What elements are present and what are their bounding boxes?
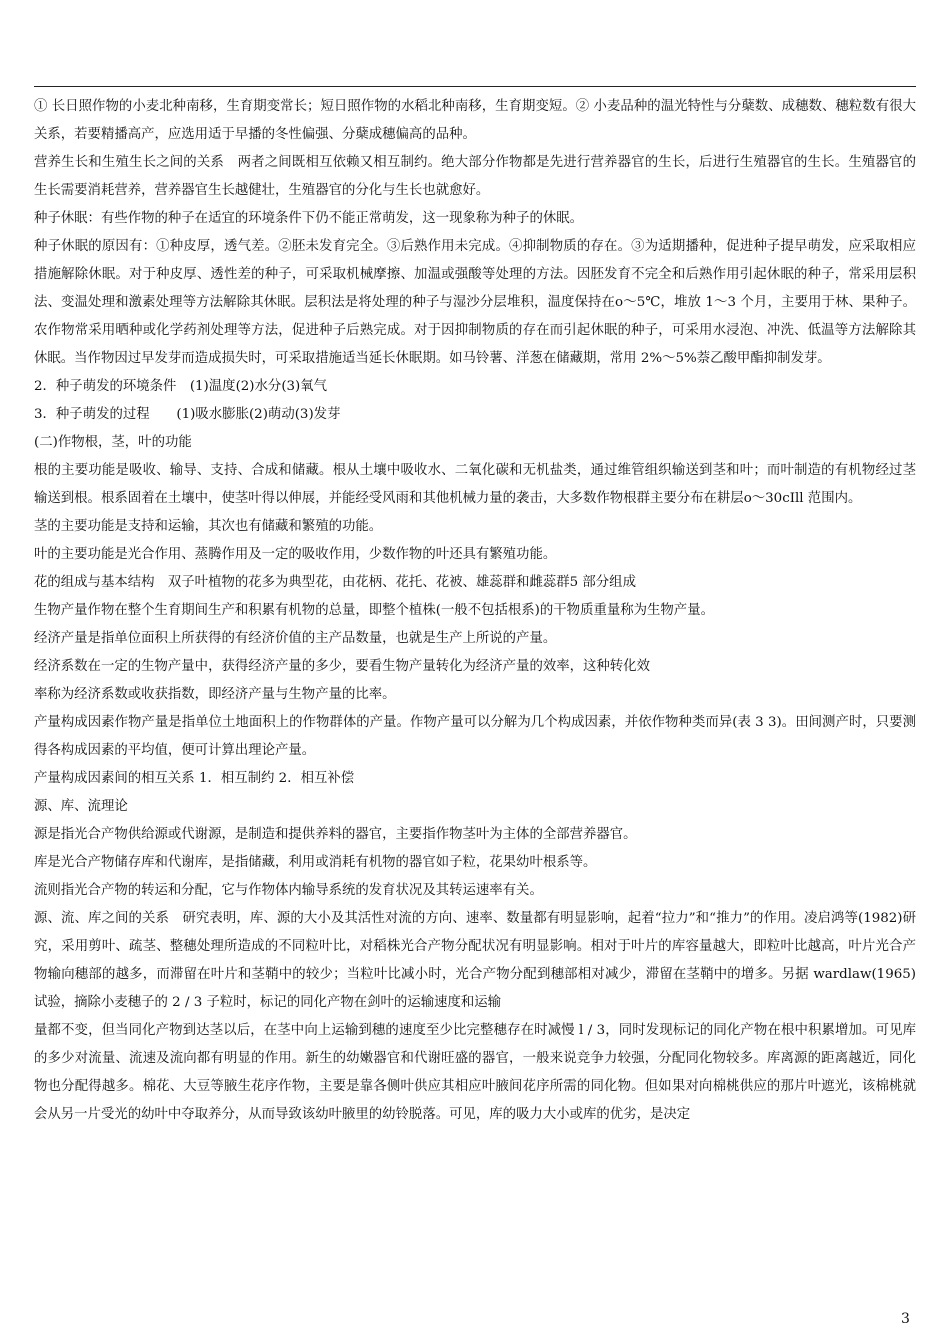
section-heading-organ-functions: (二)作物根，茎，叶的功能 [34,435,192,450]
header-rule [34,86,916,87]
paragraph-root-functions: 根的主要功能是吸收、输导、支持、合成和储藏。根从土壤中吸收水、二氧化碳和无机盐类，通过维管组织输送到茎和叶；而叶制造的有机物经过茎输送到根。根系固着在土壤中，使茎叶得以伸展，并能经受风雨和其他机械力量的袭击，大多数作物根群主要分布在耕层o～30cIll 范围内。 [34,463,916,506]
paragraph-germination-conditions: 2．种子萌发的环境条件 (1)温度(2)水分(3)氧气 [34,379,328,394]
paragraph-leaf-functions: 叶的主要功能是光合作用、蒸腾作用及一定的吸收作用，少数作物的叶还具有繁殖功能。 [34,547,557,562]
paragraph-photoperiod: ① 长日照作物的小麦北种南移，生育期变常长；短日照作物的水稻北种南移，生育期变短。② 小麦品种的温光特性与分蘖数、成穗数、穗粒数有很大关系，若要精播高产，应选用适于早播的冬性偏强、分蘖成穗偏高的品种。 [34,99,916,142]
paragraph-yield-components: 产量构成因素作物产量是指单位土地面积上的作物群体的产量。作物产量可以分解为几个构成因素，并依作物种类而异(表 3 3)。田间测产时，只要测得各构成因素的平均值，便可计算出理论产量。 [34,715,916,758]
paragraph-source-sink-theory: 源、库、流理论 [34,799,128,814]
paragraph-sink-definition: 库是光合产物储存库和代谢库，是指储藏，利用或消耗有机物的器官如子粒，花果幼叶根系等。 [34,855,597,870]
paragraph-source-flow-sink-relations: 源、流、库之间的关系 研究表明，库、源的大小及其活性对流的方向、速率、数量都有明显影响，起着“拉力”和“推力”的作用。凌启鸿等(1982)研究，采用剪叶、疏茎、整穗处理所造成的不同粒叶比，对稻株光合产物分配状况有明显影响。相对于叶片的库容量越大，即粒叶比越高，叶片光合产物输向穗部的越多，而滞留在叶片和茎鞘中的较少；当粒叶比减小时，光合产物分配到穗部相对减少，滞留在茎鞘中的增多。另据 wardlaw(1965)试验，摘除小麦穗子的 2 / 3 子粒时，标记的同化产物在剑叶的运输速度和运输 [34,911,916,1010]
paragraph-economic-coefficient: 经济系数在一定的生物产量中，获得经济产量的多少，要看生物产量转化为经济产量的效率，这种转化效 [34,659,650,674]
paragraph-component-relations: 产量构成因素间的相互关系 1．相互制约 2．相互补偿 [34,771,355,786]
paragraph-biological-yield: 生物产量作物在整个生育期间生产和积累有机物的总量，即整个植株(一般不包括根系)的干物质重量称为生物产量。 [34,603,714,618]
paragraph-economic-yield: 经济产量是指单位面积上所获得的有经济价值的主产品数量，也就是生产上所说的产量。 [34,631,557,646]
paragraph-source-definition: 源是指光合产物供给源或代谢源，是制造和提供养料的器官，主要指作物茎叶为主体的全部营养器官。 [34,827,637,842]
paragraph-flower-structure: 花的组成与基本结构 双子叶植物的花多为典型花，由花柄、花托、花被、雄蕊群和雌蕊群5 部分组成 [34,575,636,590]
paragraph-seed-dormancy-causes: 种子休眠的原因有：①种皮厚，透气差。②胚未发育完全。③后熟作用未完成。④抑制物质的存在。③为适期播种，促进种子提早萌发，应采取相应措施解除休眠。对于种皮厚、透性差的种子，可采取机械摩擦、加温或强酸等处理的方法。因胚发育不完全和后熟作用引起休眠的种子，常采用层积法、变温处理和激素处理等方法解除其休眠。层积法是将处理的种子与湿沙分层堆积，温度保持在o～5℃，堆放 1～3 个月，主要用于林、果种子。农作物常采用晒种或化学药剂处理等方法，促进种子后熟完成。对于因抑制物质的存在而引起休眠的种子，可采用水浸泡、冲洗、低温等方法解除其休眠。当作物因过早发芽而造成损失时，可采取措施适当延长休眠期。如马铃薯、洋葱在储藏期，常用 2%～5%萘乙酸甲酯抑制发芽。 [34,239,916,366]
page-number: 3 [901,1311,910,1327]
paragraph-germination-process: 3．种子萌发的过程 (1)吸水膨胀(2)萌动(3)发芽 [34,407,341,422]
paragraph-seed-dormancy-definition: 种子休眠：有些作物的种子在适宜的环境条件下仍不能正常萌发，这一现象称为种子的休眠。 [34,211,584,226]
document-body [34,93,916,1129]
paragraph-stem-functions: 茎的主要功能是支持和运输，其次也有储藏和繁殖的功能。 [34,519,383,534]
paragraph-assimilate-transport: 量都不变，但当同化产物到达茎以后，在茎中向上运输到穗的速度至少比完整穗存在时减慢 l / 3，同时发现标记的同化产物在根中积累增加。可见库的多少对流量、流速及流向都有明显的作用。新生的幼嫩器官和代谢旺盛的器官，一般来说竞争力较强，分配同化物较多。库离源的距离越近，同化物也分配得越多。棉花、大豆等腋生花序作物，主要是靠各侧叶供应其相应叶腋间花序所需的同化物。但如果对向棉桃供应的那片叶遮光，该棉桃就会从另一片受光的幼叶中夺取养分，从而导致该幼叶腋里的幼铃脱落。可见，库的吸力大小或库的优劣，是决定 [34,1023,916,1122]
paragraph-vegetative-reproductive: 营养生长和生殖生长之间的关系 两者之间既相互依赖又相互制约。绝大部分作物都是先进行营养器官的生长，后进行生殖器官的生长。生殖器官的生长需要消耗营养，营养器官生长越健壮，生殖器官的分化与生长也就愈好。 [34,155,916,198]
paragraph-flow-definition: 流则指光合产物的转运和分配，它与作物体内输导系统的发育状况及其转运速率有关。 [34,883,543,898]
paragraph-harvest-index: 率称为经济系数或收获指数，即经济产量与生物产量的比率。 [34,687,396,702]
